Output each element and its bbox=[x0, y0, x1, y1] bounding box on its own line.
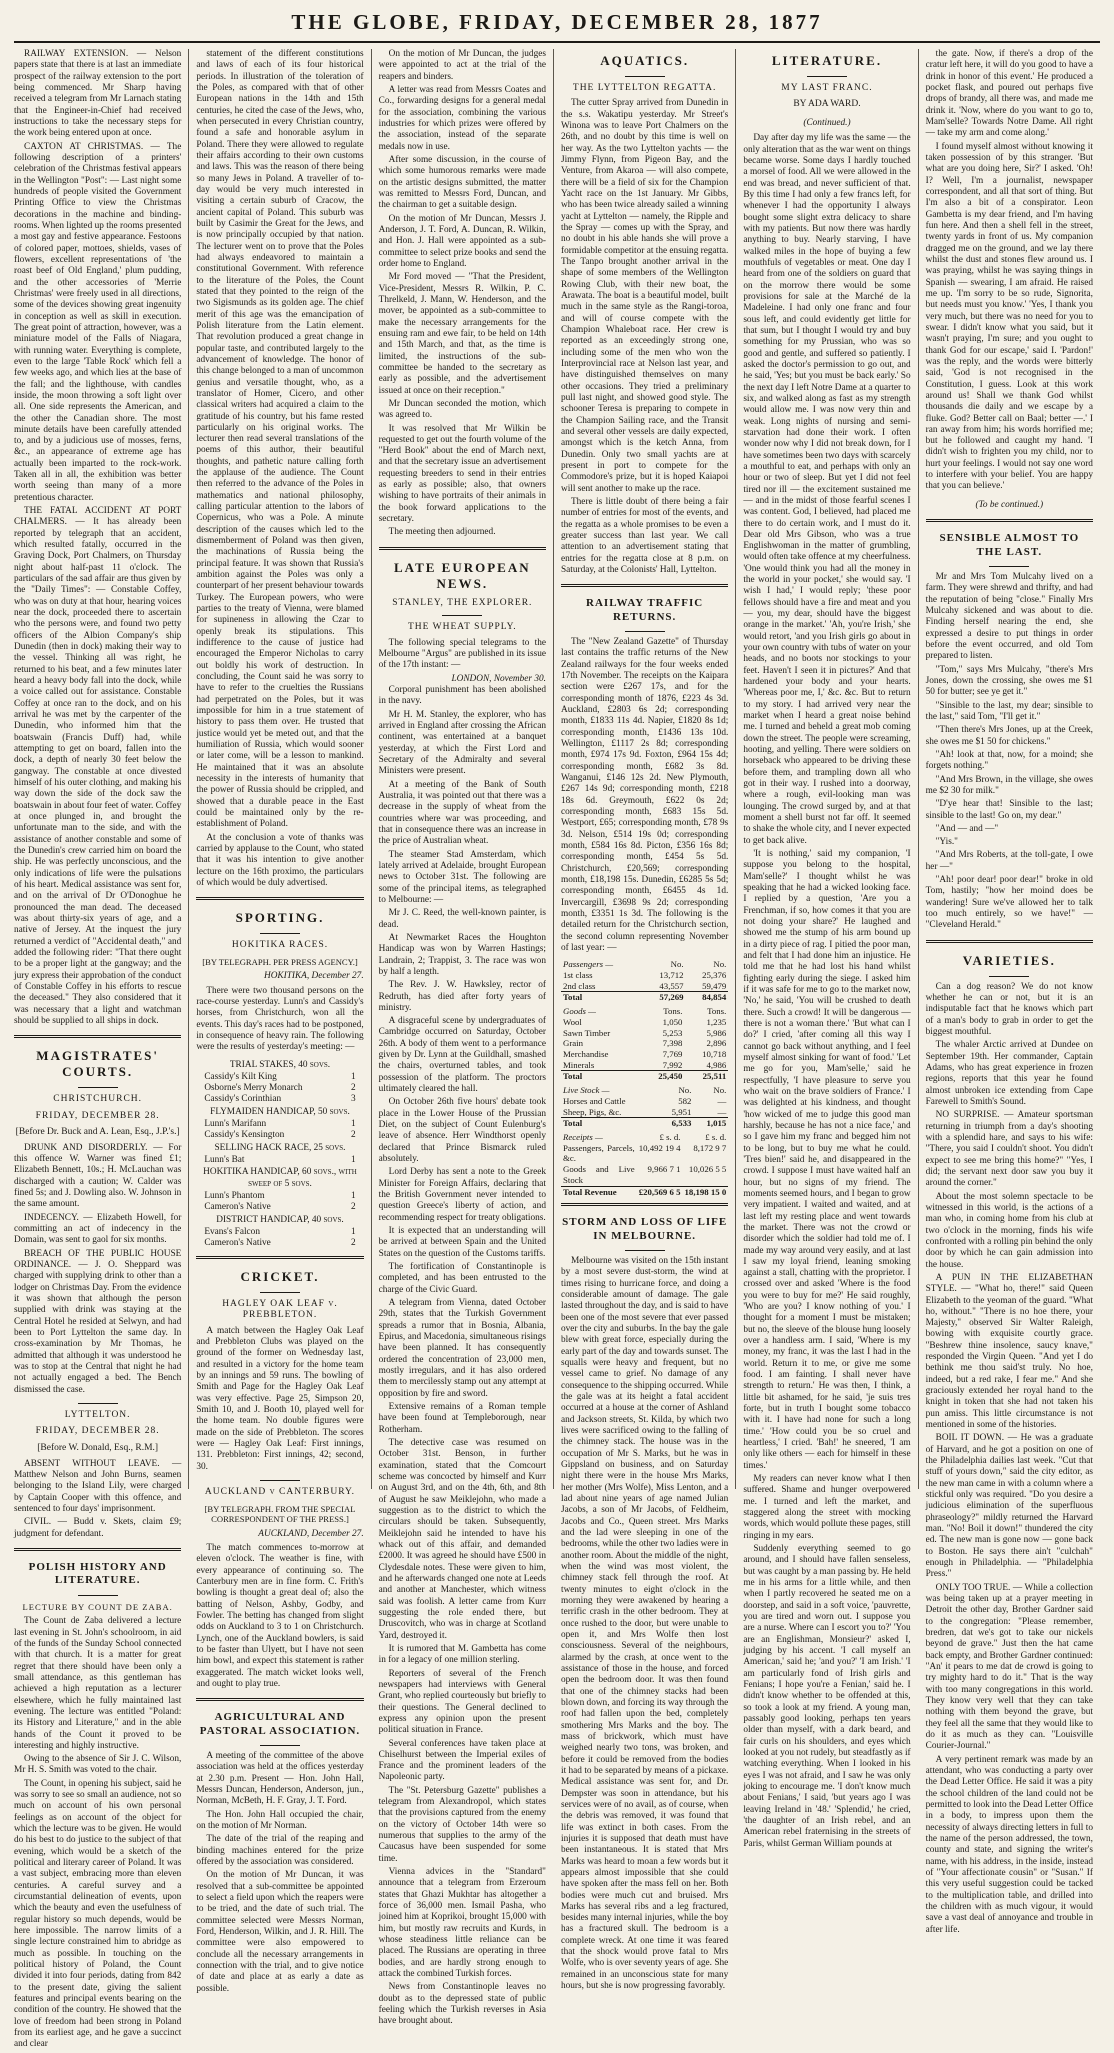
article-railway-extension bbox=[14, 49, 181, 1029]
race-entry bbox=[196, 1130, 363, 1141]
table-cell: Total bbox=[561, 1071, 641, 1082]
telegraph-tag: [BY TELEGRAPH. PER PRESS AGENCY.] bbox=[202, 956, 358, 967]
table-cell: 1st class bbox=[562, 969, 593, 980]
paragraph: The "New Zealand Gazette" of Thursday last contains the traffic returns of the New Zealand railways for the four weeks ended 17th November. The receipts on the Kaipara section were £267 17s, and for the corresponding month of 1876, £223 4s 3d. Auckland, £2803 6s 2d; corresponding month, £1833 11s 4d. Napier, £1820 8s 1d; corresponding month, £1436 13s 10d. Wellington, £1117 2s 8d; corresponding month, £974 17s 9d. Foxton, £964 15s 4d; corresponding month, £682 3s 8d. Wanganui, £146 12s 2d. New Plymouth, £267 14s 9d; corresponding month, £218 18s 6d. Greymouth, £622 0s 2d; corresponding month, £683 15s 5d. Westport, £65; corresponding month, £78 9s 3d. Nelson, £514 19s 0d; corresponding month, £584 16s 8d. Picton, £356 16s 8d; corresponding month, £454 5s 5d. Christchurch, £20,569; corresponding month, £18,198 15s. Dunedin, £6285 5s 5d; corresponding month, £6455 4s 1d. Invercargill, £3698 9s 2d; corresponding month, £3351 1s 3d. The following is the detailed return for the Christchurch section, the second column representing November of last year: — bbox=[560, 637, 729, 953]
column-5 bbox=[736, 49, 918, 1849]
subheading: LECTURE BY COUNT DE ZABA. bbox=[22, 1601, 173, 1612]
table-cell: Tons. bbox=[707, 1006, 727, 1017]
section-heading: MAGISTRATES' COURTS. bbox=[36, 1048, 160, 1080]
table-cell: 43,557 bbox=[659, 980, 684, 991]
paragraph: "Then there's Mrs Jones, up at the Creek, she owes me $1 50 for chickens." bbox=[925, 725, 1093, 747]
table-cell: — bbox=[717, 1095, 727, 1106]
paragraph: There were two thousand persons on the race-course yesterday. Lunn's and Cassidy's horses, from Christchurch, won all the events. This day's races had to be postponed, in consequence of heavy rain. The following were the results of yesterday's meeting: — bbox=[196, 985, 364, 1053]
divider bbox=[561, 584, 728, 587]
table-row bbox=[561, 1186, 728, 1197]
paragraph: Extensive remains of a Roman temple have been found at Templeborough, near Rotherham. bbox=[378, 1401, 546, 1435]
table-cell: 25,376 bbox=[702, 969, 727, 980]
paragraph: INDECENCY. — Elizabeth Howell, for committing an act of indecency in the Domain, was sent to gaol for six months. bbox=[14, 1212, 182, 1246]
subheading: LYTTELTON. bbox=[64, 1409, 131, 1420]
table-cell: 7,398 bbox=[662, 1038, 683, 1049]
table-cell: Grain bbox=[562, 1038, 584, 1049]
table-row bbox=[561, 1006, 728, 1017]
table-row bbox=[561, 992, 728, 1003]
paragraph: "Ah! poor dear! poor dear!" broke in old Tom, hastily; "how her moind does be wandering! Sure we've allowed her to talk too much entirely, so we have!" — "Cleveland Herald." bbox=[925, 875, 1093, 931]
paragraph: CAXTON AT CHRISTMAS. — The following description of a printers' celebration of the Christmas festival appears in the Wellington "Post": — Last night some hundreds of people visited the Government Printing Office to view the Christmas decorations in the machine and binding-rooms. When lighted up the rooms presented a most gay and festive appearance. Festoons of colored paper, mottoes, shields, vases of flowers, excellent representations of 'the roast beef of Old England,' plum pudding, and the other accessories of 'Merrie Christmas' were freely used in all directions, some of the devices showing great ingenuity in conception as well as skill in execution. The great point of attraction, however, was a miniature model of the Falls of Niagara, with running water. Everything is complete, even to the large 'Table Rock' which fell a few weeks ago, and which lies at the base of the fall; and the lighthouse, with candles inside, the moon throwing a soft light over all. One side represents the American, and the other the Canadian shore. The most minute details have been carefully attended to, and by a judicious use of mosses, ferns, &c., an appearance of extreme age has actually been imparted to the rock-work. Taken all in all, the exhibition was better worth seeing than many of a more pretentious character. bbox=[14, 141, 182, 503]
race-entry bbox=[196, 1227, 363, 1238]
paragraph: At a meeting of the Bank of South Australia, it was pointed out that there was a decrease in the supply of wheat from the countries where war was proceeding, and that in consequence there was an increase in the price of Australian wheat. bbox=[378, 779, 546, 847]
section-heading: SENSIBLE ALMOST TO THE LAST. bbox=[939, 532, 1080, 558]
paragraph: ABSENT WITHOUT LEAVE. — Matthew Nelson and John Burns, seamen belonging to the Island Lily, were charged by Captain Cooper with this offence, and sentenced to four days' imprisonment. bbox=[14, 1458, 182, 1514]
table-cell: Horses and Cattle bbox=[562, 1095, 626, 1106]
paragraph: The "St. Petersburg Gazette" publishes a telegram from Alexandropol, which states that the provisions captured from the enemy on the victory of October 14th were so numerous that supplies to the army of the Caucasus have been suspended for some time. bbox=[378, 1785, 546, 1864]
paragraph: Owing to the absence of Sir J. C. Wilson, Mr H. S. Smith was voted to the chair. bbox=[14, 1754, 182, 1776]
placing: 2 bbox=[351, 1083, 356, 1094]
paragraph: My readers can never know what I then suffered. Shame and hunger overpowered me. I turned and left the market, and staggered along the street with mocking words, which would pollute these pages, still ringing in my ears. bbox=[743, 1474, 911, 1541]
article-my-last-franc bbox=[743, 133, 910, 1852]
horse-name: Osborne's Merry Monarch bbox=[204, 1083, 303, 1094]
table-cell: No. bbox=[670, 959, 684, 970]
section-heading: CRICKET. bbox=[240, 1268, 320, 1284]
race-entry bbox=[196, 1072, 363, 1083]
divider bbox=[260, 1480, 300, 1481]
article-railway-returns bbox=[561, 637, 728, 956]
paragraph: A letter was read from Messrs Coates and Co., forwarding designs for a general medal for the association, combining the various industries for which prizes were offered by the association, instead of the separate medals now in use. bbox=[378, 84, 546, 152]
paragraph: "Sinsible to the last, my dear; sinsible to the last," said Tom, "I'll get it." bbox=[925, 700, 1093, 722]
continued-note: (Continued.) bbox=[803, 118, 851, 129]
subheading: CHRISTCHURCH. bbox=[53, 1093, 143, 1104]
race-entry bbox=[196, 1119, 363, 1130]
live-stock-table bbox=[561, 1085, 728, 1129]
table-cell: No. bbox=[713, 1085, 727, 1096]
section-heading: LATE EUROPEAN NEWS. bbox=[394, 559, 531, 591]
paragraph: THE FATAL ACCIDENT AT PORT CHALMERS. — It has already been reported by telegraph that an accident, which resulted fatally, occurred in the Graving Dock, Port Chalmers, on Thursday night about half-past 11 o'clock. The particulars of the sad affair are thus given by the "Daily Times": — Constable Coffey, who was on duty at that hour, hearing voices near the dock, proceeded there to ascertain who the persons were, and found two petty officers of the Albion Company's ship Dunedin (then in dock) making their way to the vessel. Thinking all was right, he returned to his beat, and a few minutes later heard a heavy body fall into the dock, while a voice called out for assistance. Constable Coffey at once ran to the dock, and on his arrival he was met by the carpenter of the Dunedin, who informed him that the boatswain (Francis Duff) had, while attempting to get on board, fallen into the dock, a depth of nearly 30 feet below the gangway. The constable at once divested himself of his outer clothing, and making his way down the side of the dock saw the boatswain in about four feet of water. Coffey at once plunged in, and brought the unfortunate man to the side, and with the assistance of another constable and some of the Dunedin's crew carried him on board the ship. He was perfectly unconscious, and the only indications of life were the pulsations of his heart. Medical assistance was sent for, and on the arrival of Dr O'Donoghue he pronounced the man dead. The deceased was about thirty-six years of age, and a native of Jersey. At the inquest the jury returned a verdict of "Accidental death," and added the following rider: "That there ought to be a proper light at the gangway; and the jury express their approbation of the conduct of Constable Coffey in his efforts to rescue the deceased." They also considered that it was necessary that a light and watchman should be supplied to all ships in dock. bbox=[14, 506, 182, 1026]
divider bbox=[260, 1745, 300, 1746]
bench-note: [Before Dr. Buck and A. Lean, Esq., J.P.'s.] bbox=[15, 1127, 180, 1138]
table-cell: Total Revenue bbox=[561, 1186, 637, 1197]
column-3 bbox=[372, 49, 554, 2027]
paragraph: Corporal punishment has been abolished in the navy. bbox=[378, 684, 546, 707]
subheading: THE WHEAT SUPPLY. bbox=[407, 622, 517, 633]
table-cell: Minerals bbox=[562, 1059, 595, 1070]
paragraph: CIVIL. — Budd v. Skets, claim £9; judgment for defendant. bbox=[14, 1517, 182, 1539]
subheading: THE LYTTELTON REGATTA. bbox=[572, 82, 717, 93]
table-row bbox=[561, 959, 728, 970]
table-cell: 59,479 bbox=[702, 980, 727, 991]
paragraph: The Hon. John Hall occupied the chair, on the motion of Mr Norman. bbox=[196, 1809, 364, 1831]
table-row bbox=[561, 1017, 728, 1028]
table-cell: £20,569 6 5 bbox=[638, 1186, 681, 1197]
table-cell: Passengers — bbox=[562, 959, 614, 970]
paragraph: A PUN IN THE ELIZABETHAN STYLE. — "What ho, there!" said Queen Elizabeth to the yeoman of the guard. "What ho, without." "There is no hoe there, your Majesty," observed Sir Walter Raleigh, bowing with exquisite courtly grace. "Beshrew thine insolence, saucy knave," responded the Virgin Queen. "And yet I do bethink me thou said'st truly. No hoe, indeed, but a red rake, I fear me." And she graciously extended her royal hand to the knight in token that she had not taken his pun amiss. This little circumstance is not mentioned in some of the histories. bbox=[925, 1272, 1093, 1431]
race-title: SELLING HACK RACE, 25 sovs. bbox=[214, 1142, 346, 1153]
section-heading: SPORTING. bbox=[235, 910, 325, 926]
paragraph: Mr Duncan seconded the motion, which was agreed to. bbox=[378, 398, 546, 421]
table-cell: No. bbox=[713, 959, 727, 970]
divider bbox=[196, 1698, 363, 1701]
table-cell: 84,854 bbox=[686, 992, 729, 1003]
paragraph: Day after day my life was the same — the only alteration that as the war went on things became worse. Some days I hardly touched a morsel of food. All we were allowed in the end was bread, and never sufficient of that. By this time I had only a few francs left, for whenever I had the opportunity I always bought some slight extra delicacy to share with my patients. But now there was hardly anything to buy. Nearly starving, I have walked miles in the hope of buying a few mouthfuls of vegetables or meat. One day I heard from one of the soldiers on guard that on the morrow there would be some provisions for sale at the Marché de la Madeleine. I had only one franc and four sous left, and could evidently get little for that sum, but I thought I would try and buy something for my Prussian, who was so good and gentle, and suffered so patiently. I asked the doctor's permission to go out, and he said, 'Yes; but you must be back early.' So the next day I left Notre Dame at a quarter to six, and walked along as fast as my strength would allow me. I was now very thin and weak. Long nights of nursing and semi-starvation had done their work. I often wonder now why I did not break down, for I have sometimes been two days with scarcely a mouthful to eat, and perhaps with only an hour or two of sleep. But yet I did not feel tired nor ill — the excitement sustained me — and in the midst of those fearful scenes I was content. God, I believed, had placed me there to do certain work, and I must do it. Dear old Mrs Gibson, who was a true Englishwoman in the matter of grumbling, would often take offence at my cheerfulness. 'One would think you had all the money in the world in your pocket,' she would say. 'I wish I had,' I would reply; 'these poor fellows should have a fire and meat and you — you, my dear, should have the biggest orange in the market.' 'Ah, you're Irish,' she would retort, 'and you Irish girls go about in your own country with tubs of water on your heads, and no boots nor stockings to your feet. Haven't I seen it in pictures?' And that hardened your body and your hearts. 'Whereas poor me, I,' &c. &c. But to return to my story. I had arrived very near the market when I heard a great noise behind me. I turned and beheld a great mob coming down the street. The people were screaming, hooting, and yelling. There were soldiers on horseback who appeared to be driving these before them, and trampling down all who got in their way. I rushed into a doorway, where a rough, evil-looking man was lounging. The crowd surged by, and at that moment a shell burst not far off. It seemed to shake the whole city, and I never expected to get back alive. bbox=[743, 133, 911, 846]
horse-name: Lunn's Marifann bbox=[204, 1119, 267, 1130]
divider bbox=[442, 615, 482, 616]
divider bbox=[989, 566, 1029, 567]
paragraph: The following special telegrams to the Melbourne "Argus" are published in its issue of the 17th instant: — bbox=[378, 637, 546, 671]
to-be-continued: (To be continued.) bbox=[975, 499, 1044, 510]
table-row bbox=[561, 1060, 728, 1071]
table-cell: Tons. bbox=[663, 1006, 683, 1017]
paragraph: The detective case was resumed on October 31st. Benson, in further examination, stated that the Comcourt scheme was concocted by himself and Kurr on August 3rd, and on the 4th, 6th, and 8th of August he saw Meiklejohn, who made a suggestion as to the district to which the circulars should be taken. Subsequently, Meiklejohn said he intended to have his whack out of this affair, and demanded £2000. It was agreed he should have £500 in Clydesdale notes. These were given to him, and he afterwards changed one note at Leeds and another at Manchester, which witness said was foolish. A letter came from Kurr suggesting the role ended there, but Druscovitch, who was in charge at Scotland Yard, destroyed it. bbox=[378, 1437, 546, 1641]
table-cell: 5,986 bbox=[706, 1027, 727, 1038]
placing: 1 bbox=[351, 1119, 356, 1130]
table-cell: Total bbox=[561, 992, 643, 1003]
table-cell: £ s. d. bbox=[705, 1132, 727, 1142]
paragraph: There is little doubt of there being a fair number of entries for most of the events, and the regatta as a whole promises to be even a greater success than last year. We call attention to an advertisement stating that entries for the regatta close at 8 p.m. on Saturday, at the Colonists' Hall, Lyttelton. bbox=[560, 496, 729, 575]
placing: 1 bbox=[351, 1227, 356, 1238]
divider bbox=[78, 1087, 118, 1088]
table-cell: Goods and Live Stock bbox=[562, 1164, 635, 1185]
paragraph: NO SURPRISE. — Amateur sportsman returning in triumph from a day's shooting with a splendid hare, and says to his wife: "There, you said I couldn't shoot. You didn't expect to see me bring this home?" "Yes, I did; the servant next door saw you buy it around the corner." bbox=[925, 1110, 1093, 1189]
paragraph: Melbourne was visited on the 15th instant by a most severe dust-storm, the wind at times rising to hurricane force, and doing a considerable amount of damage. The gale lasted throughout the day, and is said to have been one of the most severe that ever passed over the city and suburbs. In the bay the gale blew with great force, especially during the early part of the day and towards sunset. The squalls were heavy and frequent, but no vessel came to grief. No damage of any consequence to the shipping occurred. While the gale was at its height a fatal accident occurred at a house at the corner of Ashland and Jackson streets, St. Kilda, by which two lives were sacrificed owing to the falling of the chimney stack. The house was in the occupation of Mr S. Marks, but he was in Gippsland on business, and on Saturday night there were in the house Mrs Marks, her mother (Mrs Wolfe), Miss Lenton, and a lad about nine years of age named Julian Jacobs, a son of Mr Jacobs, of Feldheim, Jacobs and Co., Queen street. Mrs Marks and the lad were sleeping in one of the bedrooms, while the other two ladies were in another room. About the middle of the night, when the wind was most violent, the chimney stack fell through the roof. At twenty minutes to eight o'clock in the morning they were awakened by hearing a terrific crash in the other bedroom. They at once rushed to the door, but were unable to open it, and Mrs Wolfe then lost consciousness. Several of the neighbours, alarmed by the crash, at once went to the assistance of those in the house, and forced open the bedroom door. It was then found that one of the chimney stacks had been blown down, and forcing its way through the roof had fallen upon the bed, completely smothering Mrs Marks and the boy. The mass of brickwork, which must have weighed nearly two tons, was broken, and before it could be removed from the bodies it had to be separated by means of a pickaxe. Medical assistance was sent for, and Dr. Dempster was soon in attendance, but his services were of no avail, as of course, when the debris was removed, it was found that life was extinct in both cases. From the injuries it is supposed that death must have been instantaneous. It is stated that Mrs Marks was heard to moan a few words but it appears almost impossible that she could have spoken after the mass fell on her. Both bodies were much cut and bruised. Mrs Marks has several ribs and a leg fractured, besides many internal injuries, while the boy has a fractured skull. The bedroom is a complete wreck. At one time it was feared that the shock would prove fatal to Mrs Wolfe, who is over seventy years of age. She remained in an unconscious state for many hours, but she is now progressing favorably. bbox=[560, 1256, 729, 1992]
placing: 2 bbox=[351, 1238, 356, 1249]
race-entry bbox=[196, 1191, 363, 1202]
table-cell: Merchandise bbox=[562, 1048, 609, 1059]
passengers-table bbox=[561, 959, 728, 1003]
paragraph: "Yis." bbox=[935, 837, 958, 848]
divider bbox=[625, 631, 665, 632]
paragraph: On October 26th five hours' debate took place in the Lower House of the Prussian Diet, on the subject of Count Eulenburg's leave of absence. Herr Windthorst openly declared that Prince Bismarck ruled absolutely. bbox=[378, 1097, 546, 1165]
table-cell: 1,235 bbox=[706, 1016, 727, 1027]
table-cell: 2,896 bbox=[706, 1038, 727, 1049]
divider bbox=[78, 1403, 118, 1404]
article-christchurch-court bbox=[14, 1143, 181, 1398]
dateline: AUCKLAND, December 27. bbox=[258, 1528, 364, 1539]
race-title: TRIAL STAKES, 40 sovs. bbox=[229, 1059, 331, 1070]
paragraph: I found myself almost without knowing it taken possession of by this stranger. 'But what are you doing here, Sir?' I asked. 'Oh! I? Well, I'm a journalist, newspaper correspondent, and all that sort of thing. But I'm also a bit of a conspirator. Leon Gambetta is my dear friend, and I'm having fun here. And then a shell fell in the street, twenty yards in front of us. My companion dragged me on the ground, and we lay there whilst the dust and stones flew around us. I was praying, whilst he was saying things in Spanish — swearing, I am afraid. He raised me up. 'I'm sorry to be so rude, Signorita, but needs must you know.' 'Yes, I thank you very much, but there was no need for you to swear. I didn't know what you said, but it wasn't praying, I'm sure; and you ought to thank God for our escape,' said I. 'Pardon!' was the reply, and the words were bitterly said, 'God is not recognised in the Constitution, I guess. Look at this work around us! Shall we thank God whilst thousands die daily and we escape by a fluke. God? Better call on Baal; better —.' I ran away from him; his words horrified me; but he followed and caught my hand. 'I didn't wish to frighten you my child, nor to hurt your feelings. I would not say one word to interfere with your belief. You are happy that you can believe.' bbox=[925, 141, 1093, 492]
paragraph: The cutter Spray arrived from Dunedin in the s.s. Wakatipu yesterday. Mr Street's Winona was to leave Port Chalmers on the 26th, and no doubt by this time is well on her way. As the two Lyttelton yachts — the Jimmy Flynn, from Pigeon Bay, and the Venture, from Akaroa — will also compete, there will be a field of six for the Champion Yacht race on the 1st January. Mr Gibbs, who has been twice already sailed a winning yacht at Lyttelton — namely, the Ripple and the Spray — comes up with the Spray, and no doubt in his able hands she will prove a formidable competitor at the ensuing regatta. The Tanpo brought another arrival in the shape of some members of the Wellington Rowing Club, with their new boat, the Arawata. The boat is a beautiful model, built much in the same style as the Rangi-toroa, and will of course compete with the Champion Whaleboat race. Her crew is reported as an exceedingly strong one, including some of the men who won the Interprovincial race at Nelson last year, and have distinguished themselves on many other occasions. They tried a preliminary pull last night, and showed good style. The schooner Teresa is preparing to compete in the Champion Sailing race, and the Transit and several other vessels are daily expected, amongst which is the ketch Anna, from Dunedin. Only two small yachts are at present in port to compete for the Commodore's prize, but it is hoped Kaiapoi will sent another to make up the race. bbox=[560, 98, 729, 494]
paragraph: The meeting then adjourned. bbox=[388, 527, 496, 538]
paragraph: ONLY TOO TRUE. — While a collection was being taken up at a prayer meeting in Detroit the other day, Brother Gardner said to the congregation: "Please remember, bredren, dat we's got to take our nickels beyond de grave." Just then the hat came back empty, and Brother Gardner continued: "An' it pears to me dat de crowd is going to try mighty hard to do it." That is the way with too many congregations in this world. They know very well that they can take nothing with them beyond the grave, but they feel all the same that they would like to do it as much as they can. "Louisville Courier-Journal." bbox=[925, 1582, 1093, 1752]
horse-name: Cameron's Native bbox=[204, 1202, 271, 1213]
paragraph: The fortification of Constantinople is completed, and has been entrusted to the charge of the Civic Guard. bbox=[378, 1262, 546, 1295]
table-cell: 18,198 15 0 bbox=[684, 1186, 727, 1197]
paragraph: The date of the trial of the reaping and binding machines entered for the prize offered by the association was considered. bbox=[196, 1834, 364, 1867]
table-cell: Passengers, Parcels, &c. bbox=[562, 1142, 635, 1164]
section-heading: LITERATURE. bbox=[771, 53, 883, 68]
divider bbox=[260, 1292, 300, 1293]
paragraph: Several conferences have taken place at Chiselhurst between the Imperial exiles of France and the prominent leaders of the Napoleonic party. bbox=[378, 1738, 546, 1783]
divider bbox=[196, 897, 363, 900]
paragraph: Reporters of several of the French newspapers had interviews with General Grant, who replied courteously but briefly to their questions. The General declined to express any opinion upon the present political situation in France. bbox=[378, 1668, 546, 1736]
paragraph: 'It is nothing,' said my companion, 'I suppose you belong to the hospital, Mam'selle?' I thought whilst he was speaking that he had a wicked looking face. I replied by a question, 'Are you a Frenchman, if so, how comes it that you are not doing your share?' He laughed and showed me the stump of his arm bound up in a dirty piece of rag. I pitied the poor man, and felt that I had done him an injustice. He told me that he had lost his hand whilst fighting early during the siege. I asked him if it was safe for me to go to the market now, 'No,' he said, 'You will be crushed to death there. Such a crowd! It will be dangerous — there is not a woman there.' 'But what can I do?' I cried, 'after coming all this way I cannot go back without anything, and I feel myself almost sinking for want of food.' 'Let me go for you, Mam'selle,' said he respectfully, 'I have pleasure to serve you who wait on the brave soldiers of France.' I was delighted at his kindness, and thought 'how wicked of me to judge this good man harshly, because he has not a nice face,' and so I gave him my franc and begged him not to be long, but to buy me what he could. 'Tres bien!' said he, and disappeared in the crowd. I suppose I must have waited half an hour, but no signs of my friend. The moments seemed hours, and I began to grow very impatient. I waited and waited, and at last left my resting place and went towards the market. There was not the crowd or disorder which the soldier had told me of. I made my way around very easily, and at last I saw my loyal friend, leaning smoking against a stall, chatting with the proprietor. I crossed over and asked 'Where is the food you were to buy for me?' He said roughly, 'Who are you? I know nothing of you.' I thought for a moment I must be mistaken; but no, the sleeve of the blouse hung loosely over a handless arm. I said, 'Where is my money, my franc, it was the last I had in the world. Return it to me, or give me some food. I am fainting. I shall never have strength to return.' He was then, I think, a little bit ashamed, for he said, 'je suis tres forte, but in truth I bought some tobacco with it. I have had none for such a long time.' 'How could you be so cruel and heartless,' I cried. 'Bah!' he sneered, 'I am only like others — each for himself in these times.' bbox=[743, 849, 911, 1471]
dateline: LONDON, November 30. bbox=[451, 673, 546, 684]
paragraph: RAILWAY EXTENSION. — Nelson papers state that there is at last an immediate prospect of the railway extension to the port being commenced. Mr Sharp having received a telegram from Mr Larnach stating that the Engineer-in-Chief had received instructions to take the necessary steps for the work being entered upon at once. bbox=[14, 49, 182, 139]
table-cell: 7,769 bbox=[662, 1048, 683, 1059]
receipts-table bbox=[561, 1132, 728, 1197]
paragraph: "And Mrs Brown, in the village, she owes me $2 30 for milk." bbox=[925, 774, 1093, 796]
race-title: FLYMAIDEN HANDICAP, 50 sovs. bbox=[210, 1106, 350, 1117]
paragraph: Suddenly everything seemed to go around, and I should have fallen senseless, but was caught by a man passing by. He held me in his arms for a little while, and then when I partly recovered he seated me on a doorstep, and said in a soft voice, 'pauvrette, you are tired and worn out. I suppose you are a nurse. Where can I escort you to?' 'You are an Englishman, Monsieur?' asked I, judging by his accent. 'I call myself an American,' said he; 'and you?' 'I am Irish.' 'I am particularly fond of Irish girls and Fenians; I hope you're a Fenian,' said he. I didn't know whether to be offended at this, so took a look at my friend. A young man, passably good looking, perhaps ten years older than myself, with a dark beard, and fair curls on his shoulders, and eyes which looked at you not rudely, but steadfastly as if watching everything. When I looked in his eyes I was not afraid, and I saw he was only joking to encourage me. 'I don't know much about Fenians,' I said, 'but years ago I was leaving Ireland in '48.' 'Splendid,' he cried, 'the daughter of an Irish rebel, and an American rebel fraternising in the streets of Paris, whilst German William pounds at bbox=[743, 1544, 911, 1849]
paragraph: "Tom," says Mrs Mulcahy, "there's Mrs Jones, down the crossing, she owes me $1 50 for butter; see ye get it." bbox=[925, 664, 1093, 698]
placing: 3 bbox=[351, 1094, 356, 1105]
paragraph: At Newmarket Races the Houghton Handicap was won by Warren Hastings; Landrain, 2; Trappist, 3. The race was won by half a length. bbox=[378, 932, 546, 977]
paragraph: BOIL IT DOWN. — He was a graduate of Harvard, and he got a position on one of the Philadelphia dailies last week. "Cut that stuff of yours down," said the city editor, as the new man came in with a column where a stickful only was required. "Do you desire a judicious elimination of the superfluous phraseology?" mildly returned the Harvard man. "No! Boil it down!" thundered the city ed. The new man is gone now — gone back to Boston. He says there ain't "culchah" enough in Philadelphia. — "Philadelphia Press." bbox=[925, 1433, 1093, 1580]
placing: 1 bbox=[351, 1155, 356, 1166]
table-cell: 10,718 bbox=[702, 1048, 727, 1059]
paragraph: the gate. Now, if there's a drop of the cratur left here, it will do you good to have a drink in honor of this event.' He produced a pocket flask, and poured out perhaps five drops of brandy, all there was, and made me drink it. 'Now, where do you want to go to, Mam'selle? Towards Notre Dame. All right — take my arm and come along.' bbox=[925, 49, 1093, 139]
horse-name: Cassidy's Kensington bbox=[204, 1130, 285, 1141]
section-heading: AQUATICS. bbox=[600, 53, 690, 68]
divider bbox=[14, 1035, 181, 1038]
divider bbox=[807, 76, 847, 77]
table-cell: Goods — bbox=[562, 1006, 596, 1017]
horse-name: Lunn's Bat bbox=[204, 1155, 245, 1166]
paragraph: DRUNK AND DISORDERLY. — For this offence W. Warner was fined £1; Elizabeth Bennett, 10s.; H. McLauchan was discharged with a caution; W. Calder was fined 5s; and J. Dowling also. W. Johnson in the same amount. bbox=[14, 1142, 182, 1210]
article-lyttelton-court bbox=[14, 1459, 181, 1542]
paragraph: The Count de Zaba delivered a lecture last evening in St. John's schoolroom, in aid of the funds of the Sunday School connected with that church. It is a matter for great regret that there should have been only a small attendance, as this gentleman has achieved a high reputation as a lecturer elsewhere, which he fully maintained last evening. The lecture was entitled "Poland: its History and Literature," and in the able hands of the Count it proved to be interesting and highly instructive. bbox=[14, 1616, 182, 1751]
table-row bbox=[561, 1132, 728, 1143]
article-european-news bbox=[379, 638, 546, 2030]
table-cell: — bbox=[717, 1106, 727, 1117]
placing: 2 bbox=[351, 1130, 356, 1141]
table-cell: 9,966 7 1 bbox=[647, 1164, 681, 1175]
article-auckland-cricket bbox=[196, 1543, 363, 1692]
table-cell: Total bbox=[561, 1118, 659, 1129]
race-title: HOKITIKA HANDICAP, 60 sovs., with sweep of 5 sovs. bbox=[203, 1167, 357, 1189]
divider bbox=[926, 519, 1093, 522]
placing: 1 bbox=[351, 1191, 356, 1202]
horse-name: Lunn's Phantom bbox=[204, 1191, 265, 1202]
dateline: FRIDAY, DECEMBER 28. bbox=[35, 1110, 160, 1121]
paragraph: News from Constantinople leaves no doubt as to the depressed state of public feeling which the Turkish reverses in Asia have brought about. bbox=[378, 1982, 546, 2027]
race-entry bbox=[196, 1083, 363, 1094]
paragraph: It is rumored that M. Gambetta has come in for a legacy of one million sterling. bbox=[378, 1643, 546, 1666]
race-entry bbox=[196, 1202, 363, 1213]
column-1 bbox=[14, 49, 189, 2050]
paragraph: Mr J. C. Reed, the well-known painter, is dead. bbox=[378, 908, 546, 930]
table-row bbox=[561, 1049, 728, 1060]
paragraph: The whaler Arctic arrived at Dundee on September 19th. Her commander, Captain Adams, who has great experience in frozen regions, reports that this year he found almost unbroken ice extending from Cape Farewell to Smith's Sound. bbox=[925, 1040, 1093, 1107]
table-row bbox=[561, 1038, 728, 1049]
table-cell: Sawn Timber bbox=[562, 1027, 611, 1038]
goods-table bbox=[561, 1006, 728, 1082]
article-agricultural-association bbox=[196, 1751, 363, 1997]
paragraph: On the motion of Mr Duncan, the judges were appointed to act at the trial of the reapers and binders. bbox=[378, 49, 546, 82]
table-cell: Receipts — bbox=[562, 1132, 603, 1142]
table-cell: 5,253 bbox=[662, 1027, 683, 1038]
table-cell: 4,986 bbox=[706, 1059, 727, 1070]
divider bbox=[989, 976, 1029, 977]
race-title: DISTRICT HANDICAP, 40 sovs. bbox=[216, 1214, 344, 1225]
paragraph: A disgraceful scene by undergraduates of Cambridge occurred on Saturday, October 26th. A body of them went to a performance given by Dr. Lynn at the Guildhall, smashed the chairs, overturned tables, and took possession of the platform. The proctors ultimately cleared the hall. bbox=[378, 1016, 546, 1095]
table-cell: £ s. d. bbox=[659, 1132, 681, 1142]
paragraph: On the motion of Mr Duncan, Messrs J. Anderson, J. T. Ford, A. Duncan, R. Wilkin, and Hon. J. Hall were appointed as a sub-committee to select prize books and send the order home to England. bbox=[378, 213, 546, 269]
article-sensible-to-the-last bbox=[926, 572, 1093, 934]
paragraph: The Rev. J. W. Hawksley, rector of Redruth, has died after forty years of ministry. bbox=[378, 980, 546, 1013]
section-heading: STORM AND LOSS OF LIFE IN MELBOURNE. bbox=[562, 1216, 728, 1242]
paragraph: It was resolved that Mr Wilkin be requested to get out the fourth volume of the "Herd Book" about the end of March next, and that the secretary issue an advertisement requesting breeders to send in their entries as early as possible; also, that owners wishing to have portraits of their animals in the book forward applications to the secretary. bbox=[378, 423, 546, 525]
subheading: HOKITIKA RACES. bbox=[231, 940, 329, 951]
section-heading: RAILWAY TRAFFIC RETURNS. bbox=[586, 597, 704, 623]
section-heading: AGRICULTURAL AND PASTORAL ASSOCIATION. bbox=[199, 1711, 361, 1737]
table-cell: 57,269 bbox=[643, 992, 686, 1003]
divider bbox=[14, 1548, 181, 1551]
article-varieties bbox=[926, 982, 1093, 1938]
table-row bbox=[561, 1096, 728, 1107]
horse-name: Evans's Falcon bbox=[204, 1227, 260, 1238]
horse-name: Cassidy's Kilt King bbox=[204, 1071, 277, 1082]
dateline: FRIDAY, DECEMBER 28. bbox=[35, 1426, 160, 1437]
table-cell: 25,511 bbox=[684, 1071, 728, 1082]
race-entry bbox=[196, 1238, 363, 1249]
table-cell: 582 bbox=[678, 1095, 692, 1106]
paragraph: On the motion of Mr Duncan, it was resolved that a sub-committee be appointed to select a field upon which the reapers were to be tried, and the date of such trial. The committee selected were Messrs Norman, Ford, Henderson, Wilkin, and J. R. Hill. The committee were also empowered to conclude all the necessary arrangements in connection with the trial, and to give notice of date and place at as early a date as possible. bbox=[196, 1870, 364, 1994]
paragraph: It is expected that an understanding will be arrived at between Spain and the United States on the question of the Customs tariffs. bbox=[378, 1226, 546, 1259]
paragraph: Mr Ford moved — "That the President, Vice-President, Messrs R. Wilkin, P. C. Threlkeld, J. Mann, W. Henderson, and the mover, be appointed as a sub-committee to make the necessary arrangements for the ensuing ram and ewe fair, to be held on 14th and 15th March, and that, as the time is limited, the instructions of the sub-committee be handed to the secretary as early as possible, and the advertisement issued at once on their reception." bbox=[378, 272, 546, 396]
telegraph-tag: [BY TELEGRAPH. FROM THE SPECIAL CORRESPONDENT OF THE PRESS.] bbox=[204, 1503, 356, 1525]
paragraph: About the most solemn spectacle to be witnessed in this world, is the actions of a man who, in coming home from his club at two o'clock in the morning, finds his wife confronted with a rolling pin behind the only door by which he can gain admission into the house. bbox=[925, 1191, 1093, 1270]
horse-name: Cameron's Native bbox=[204, 1238, 271, 1249]
byline: BY ADA WARD. bbox=[793, 99, 861, 110]
section-heading: VARIETIES. bbox=[962, 952, 1056, 968]
paragraph: "And — and —" bbox=[935, 823, 999, 834]
table-cell: Sheep, Pigs, &c. bbox=[562, 1106, 622, 1117]
table-cell: 25,450 bbox=[641, 1071, 685, 1082]
divider bbox=[625, 76, 665, 77]
paragraph: Vienna advices in the "Standard" announce that a telegram from Erzeroum states that Ghazi Mukhtar has altogether a force of 36,000 men. Ismail Pasha, who joined him at Koprikoi, brought 15,000 with him, but mostly raw recruits and Kurds, in whose steadiness little reliance can be placed. The Russians are operating in three bodies, and are hardly strong enough to attack the combined Turkish forces. bbox=[378, 1867, 546, 1980]
masthead: THE GLOBE, FRIDAY, DECEMBER 28, 1877 bbox=[14, 10, 1100, 43]
article-lyttelton-regatta bbox=[561, 98, 728, 578]
dateline: HOKITIKA, December 27. bbox=[263, 971, 364, 982]
table-row bbox=[561, 970, 728, 981]
placing: 1 bbox=[351, 1071, 356, 1082]
table-cell: 2nd class bbox=[562, 980, 596, 991]
paragraph: Mr H. M. Stanley, the explorer, who has arrived in England after crossing the African continent, was entertained at a banquet yesterday, at which the First Lord and Secretary of the Admiralty and several Ministers were present. bbox=[378, 709, 546, 777]
story-title: MY LAST FRANC. bbox=[781, 82, 873, 93]
table-cell: 7,992 bbox=[662, 1059, 683, 1070]
divider bbox=[78, 1595, 118, 1596]
table-cell: 10,492 19 4 bbox=[638, 1142, 681, 1153]
table-row bbox=[561, 1071, 728, 1082]
columns bbox=[14, 49, 1100, 2050]
placing: 2 bbox=[351, 1202, 356, 1213]
paragraph: Can a dog reason? We do not know whether he can or not, but it is an indisputable fact that he knows which part of a man's body to grab in order to get the biggest mouthful. bbox=[925, 981, 1093, 1037]
column-6 bbox=[919, 49, 1100, 1935]
paragraph: A telegram from Vienna, dated October 29th, states that the Turkish Government spreads a rumor that in Bosnia, Albania, Epirus, and Macedonia, simultaneous risings have been planned. It has consequently ordered the concentration of 23,000 men, mostly irregulars, and it has also ordered them to mercilessly stamp out any attempt at opposition by fire and sword. bbox=[378, 1298, 546, 1399]
article-polish-history-cont bbox=[196, 49, 363, 891]
table-row bbox=[561, 981, 728, 992]
article-my-last-franc-cont bbox=[926, 49, 1093, 495]
paragraph: The steamer Stad Amsterdam, which lately arrived at Adelaide, brought European news to October 31st. The following are some of the principal items, as telegraphed to Melbourne: — bbox=[378, 849, 546, 905]
paragraph: statement of the different constitutions and laws of each of its four historical periods. In illustration of the toleration of the Poles, as compared with that of other European nations in the 14th and 15th centuries, he cited the case of the Jews, who, when persecuted in every Christian country, found a safe and honorable asylum in Poland. There they were allowed to regulate their affairs according to their own customs and laws. This was the reason of there being so many Jews in Poland. A traveller of to-day would be very much interested in visiting a certain suburb of Cracow, the ancient capital of Poland. This suburb was built by Casimir the Great for the Jews, and is now principally occupied by that nation. The lecturer went on to prove that the Poles had always endeavored to maintain a constitutional Government. With reference to the literature of the Poles, the Count stated that they pointed to the reign of the two Sigismunds as its golden age. The chief merit of this age was the emancipation of Polish literature from the Latin element. That revolution produced a great change in popular taste, and contributed largely to the advancement of knowledge. The honor of this change belonged to a man of uncommon genius and versatile thought, who, as a translator of Homer, Cicero, and other classical writers had acquired a claim to the gratitude of his country, but his fame rested particularly on his original works. The lecturer then read several translations of the poems of this author, their beautiful thoughts, and pathetic nature calling forth the applause of the audience. The Count then referred to the advance of the Poles in mathematics and national philosophy, calling particular attention to the labors of Copernicus, who was a Pole. A minute description of the causes which led to the dismemberment of Poland was then given, the machinations of Russia being the principal feature. It was shown that Russia's ambition against the Poles was only a counterpart of her present behaviour towards Turkey. The European powers, who were parties to the treaty of Vienna, were blamed for supineness in allowing the Czar to openly break its stipulations. This indifference to the cause of justice had encouraged the Emperor Nicholas to carry out boldly his work of destruction. In concluding, the Count said he was sorry to have to refer to the cruelties the Russians had perpetrated on the Poles, but it was impossible for him in a true statement of history to pass them over. He trusted that justice would yet be meted out, and that the humiliation of Russia, which would sooner or later come, will be a lesson to mankind. He maintained that it was an absolute necessity in the interests of humanity that the power of Russia should be crippled, and showed that a durable peace in the East could be maintained only by the re-establishment of Poland. bbox=[196, 49, 364, 830]
race-entry bbox=[196, 1094, 363, 1105]
table-cell: 13,712 bbox=[659, 969, 684, 980]
table-row bbox=[561, 1028, 728, 1039]
divider bbox=[260, 933, 300, 934]
article-hokitika-races bbox=[196, 986, 363, 1056]
paragraph: "And Mrs Roberts, at the toll-gate, I owe her —" bbox=[925, 850, 1093, 872]
table-cell: 10,026 5 5 bbox=[688, 1164, 727, 1175]
paragraph: BREACH OF THE PUBLIC HOUSE ORDINANCE. — J. O. Sheppard was charged with supplying drink to other than a lodger on Christmas Day. From the evidence it was shown that although the person supplied with drink was staying at the Central Hotel he resided at Selwyn, and had been to Port Lyttelton the same day. In cross-examination by Mr Thomas, he admitted that although it was understood he was to stop at the Central that night he had not actually engaged a bed. The Bench dismissed the case. bbox=[14, 1248, 182, 1395]
paragraph: A meeting of the committee of the above association was held at the offices yesterday at 2.30 p.m. Present — Hon. John Hall, Messrs Duncan, Henderson, Anderson, jun., Norman, McBeth, H. F. Gray, J. T. Ford. bbox=[196, 1750, 364, 1807]
paragraph: The Count, in opening his subject, said he was sorry to see so small an audience, not so much on account of his own personal feelings as on account of the object for which the lecture was to be given. He would do his best to do justice to the subject of that evening, which would be a sketch of the political and literary career of Poland. It was a vast subject, embracing more than eleven centuries. A careful survey and a circumstantial delineation of events, upon which the beauty and even the usefulness of regular history so much depends, would be here impossible. The narrow limits of a single lecture constrained him to abridge as much as possible. In touching on the political history of Poland, the Count divided it into four periods, dating from 842 to the present date, giving the salient features and principal events bearing on the condition of the country. He showed that the love of freedom had been strong in Poland from its earliest age, and he gave a succinct and clear bbox=[14, 1778, 182, 2050]
article-hagley-cricket bbox=[196, 1326, 363, 1475]
table-row bbox=[561, 1118, 728, 1129]
race-entry bbox=[196, 1155, 363, 1166]
divider bbox=[561, 1203, 728, 1206]
column-4 bbox=[554, 49, 736, 1992]
paragraph: A match between the Hagley Oak Leaf and Prebbleton Clubs was played on the ground of the former on Wednesday last, and resulted in a victory for the home team by an innings and 59 runs. The bowling of Smith and Page for the Hagley Oak Leaf was very effective. Page 25, Simpson 20, Smith 10, and J. Booth 10, played well for the home team. No double figures were made on the side of Prebbleton. The scores were — Hagley Oak Leaf: First innings, 131. Prebbleton: First innings, 42; second, 30. bbox=[196, 1325, 364, 1472]
paragraph: A very pertinent remark was made by an attendant, who was conducting a party over the Dead Letter Office. He said it was a pity the school children of the land could not be permitted to look into the Dead Letter Office in a body, to impress upon them the necessity of always directing letters in full to the name of the person addressed, the town, county and state, and signing the writer's name, with his address, in the inside, instead of "Your affectionate cousin" or "Susan." If this very useful suggestion could be tacked to the multiplication table, and drilled into the children with as much vigour, it would save a vast deal of annoyance and trouble in after life. bbox=[925, 1754, 1093, 1935]
article-melbourne-storm bbox=[561, 1256, 728, 1994]
divider bbox=[926, 940, 1093, 943]
table-cell: Live Stock — bbox=[562, 1085, 610, 1096]
paragraph: After some discussion, in the course of which some humorous remarks were made on the artistic designs submitted, the matter was remitted to Messrs Ford, Duncan, and the chairman to get a suitable design. bbox=[378, 154, 546, 211]
paragraph: The match commences to-morrow at eleven o'clock. The weather is fine, with every appearance of continuing so. The Canterbury men are in fine form. C. Frith's bowling is thought a great deal of; also the batting of Nelson, Ashby, Godby, and Fowler. The betting has changed from slight odds on Auckland to 3 to 1 on Christchurch. Lynch, one of the Auckland bowlers, is said to be faster than Ulyett, but I have not seen him bowl, and expect this statement is rather exaggerated. The match wicket looks well, and ought to play true. bbox=[196, 1542, 364, 1689]
table-cell: 1,050 bbox=[662, 1016, 683, 1027]
table-cell: 6,533 bbox=[659, 1118, 694, 1129]
column-2 bbox=[189, 49, 371, 1994]
article-agricultural-association-cont bbox=[379, 49, 546, 541]
paragraph: Mr and Mrs Tom Mulcahy lived on a farm. They were shrewd and thrifty, and had the reputation of being "close." Finally Mrs Mulcahy sickened and was about to die. Finding herself nearing the end, she expressed a desire to put things in order before the event occurred, and old Tom prepared to listen. bbox=[925, 571, 1093, 662]
paragraph: "Ah! look at that, now, for a moind; she forgets nothing." bbox=[925, 749, 1093, 772]
table-row bbox=[561, 1143, 728, 1164]
table-cell: Wool bbox=[562, 1016, 582, 1027]
table-row bbox=[561, 1085, 728, 1096]
horse-name: Cassidy's Corinthian bbox=[204, 1094, 282, 1105]
race-results bbox=[196, 1059, 363, 1250]
subheading: HAGLEY OAK LEAF v. PREBBLETON. bbox=[222, 1298, 338, 1321]
table-row bbox=[561, 1107, 728, 1118]
subheading: AUCKLAND v CANTERBURY. bbox=[204, 1487, 356, 1498]
divider bbox=[379, 547, 546, 550]
bench-note: [Before W. Donald, Esq., R.M.] bbox=[37, 1443, 159, 1454]
divider bbox=[625, 1250, 665, 1251]
paragraph: Lord Derby has sent a note to the Greek Minister for Foreign Affairs, declaring that the British Government never intended to question Greece's liberty of action, and recommending respect for treaty obligations. bbox=[378, 1167, 546, 1223]
paragraph: "D'ye hear that! Sinsible to the last; sinsible to the last! Go on, my dear." bbox=[925, 799, 1093, 821]
table-cell: 1,015 bbox=[693, 1118, 728, 1129]
table-row bbox=[561, 1164, 728, 1186]
subheading: STANLEY, THE EXPLORER. bbox=[392, 597, 533, 608]
paragraph: At the conclusion a vote of thanks was carried by applause to the Count, who stated that it was his intention to give another lecture on the 16th proximo, the particulars of which would be duly advertised. bbox=[196, 832, 364, 888]
table-cell: 5,951 bbox=[671, 1106, 692, 1117]
table-cell: 8,172 9 7 bbox=[693, 1142, 727, 1153]
article-polish-history bbox=[14, 1616, 181, 2052]
section-heading: POLISH HISTORY AND LITERATURE. bbox=[28, 1560, 167, 1587]
divider bbox=[196, 1256, 363, 1259]
table-cell: No. bbox=[678, 1085, 692, 1096]
